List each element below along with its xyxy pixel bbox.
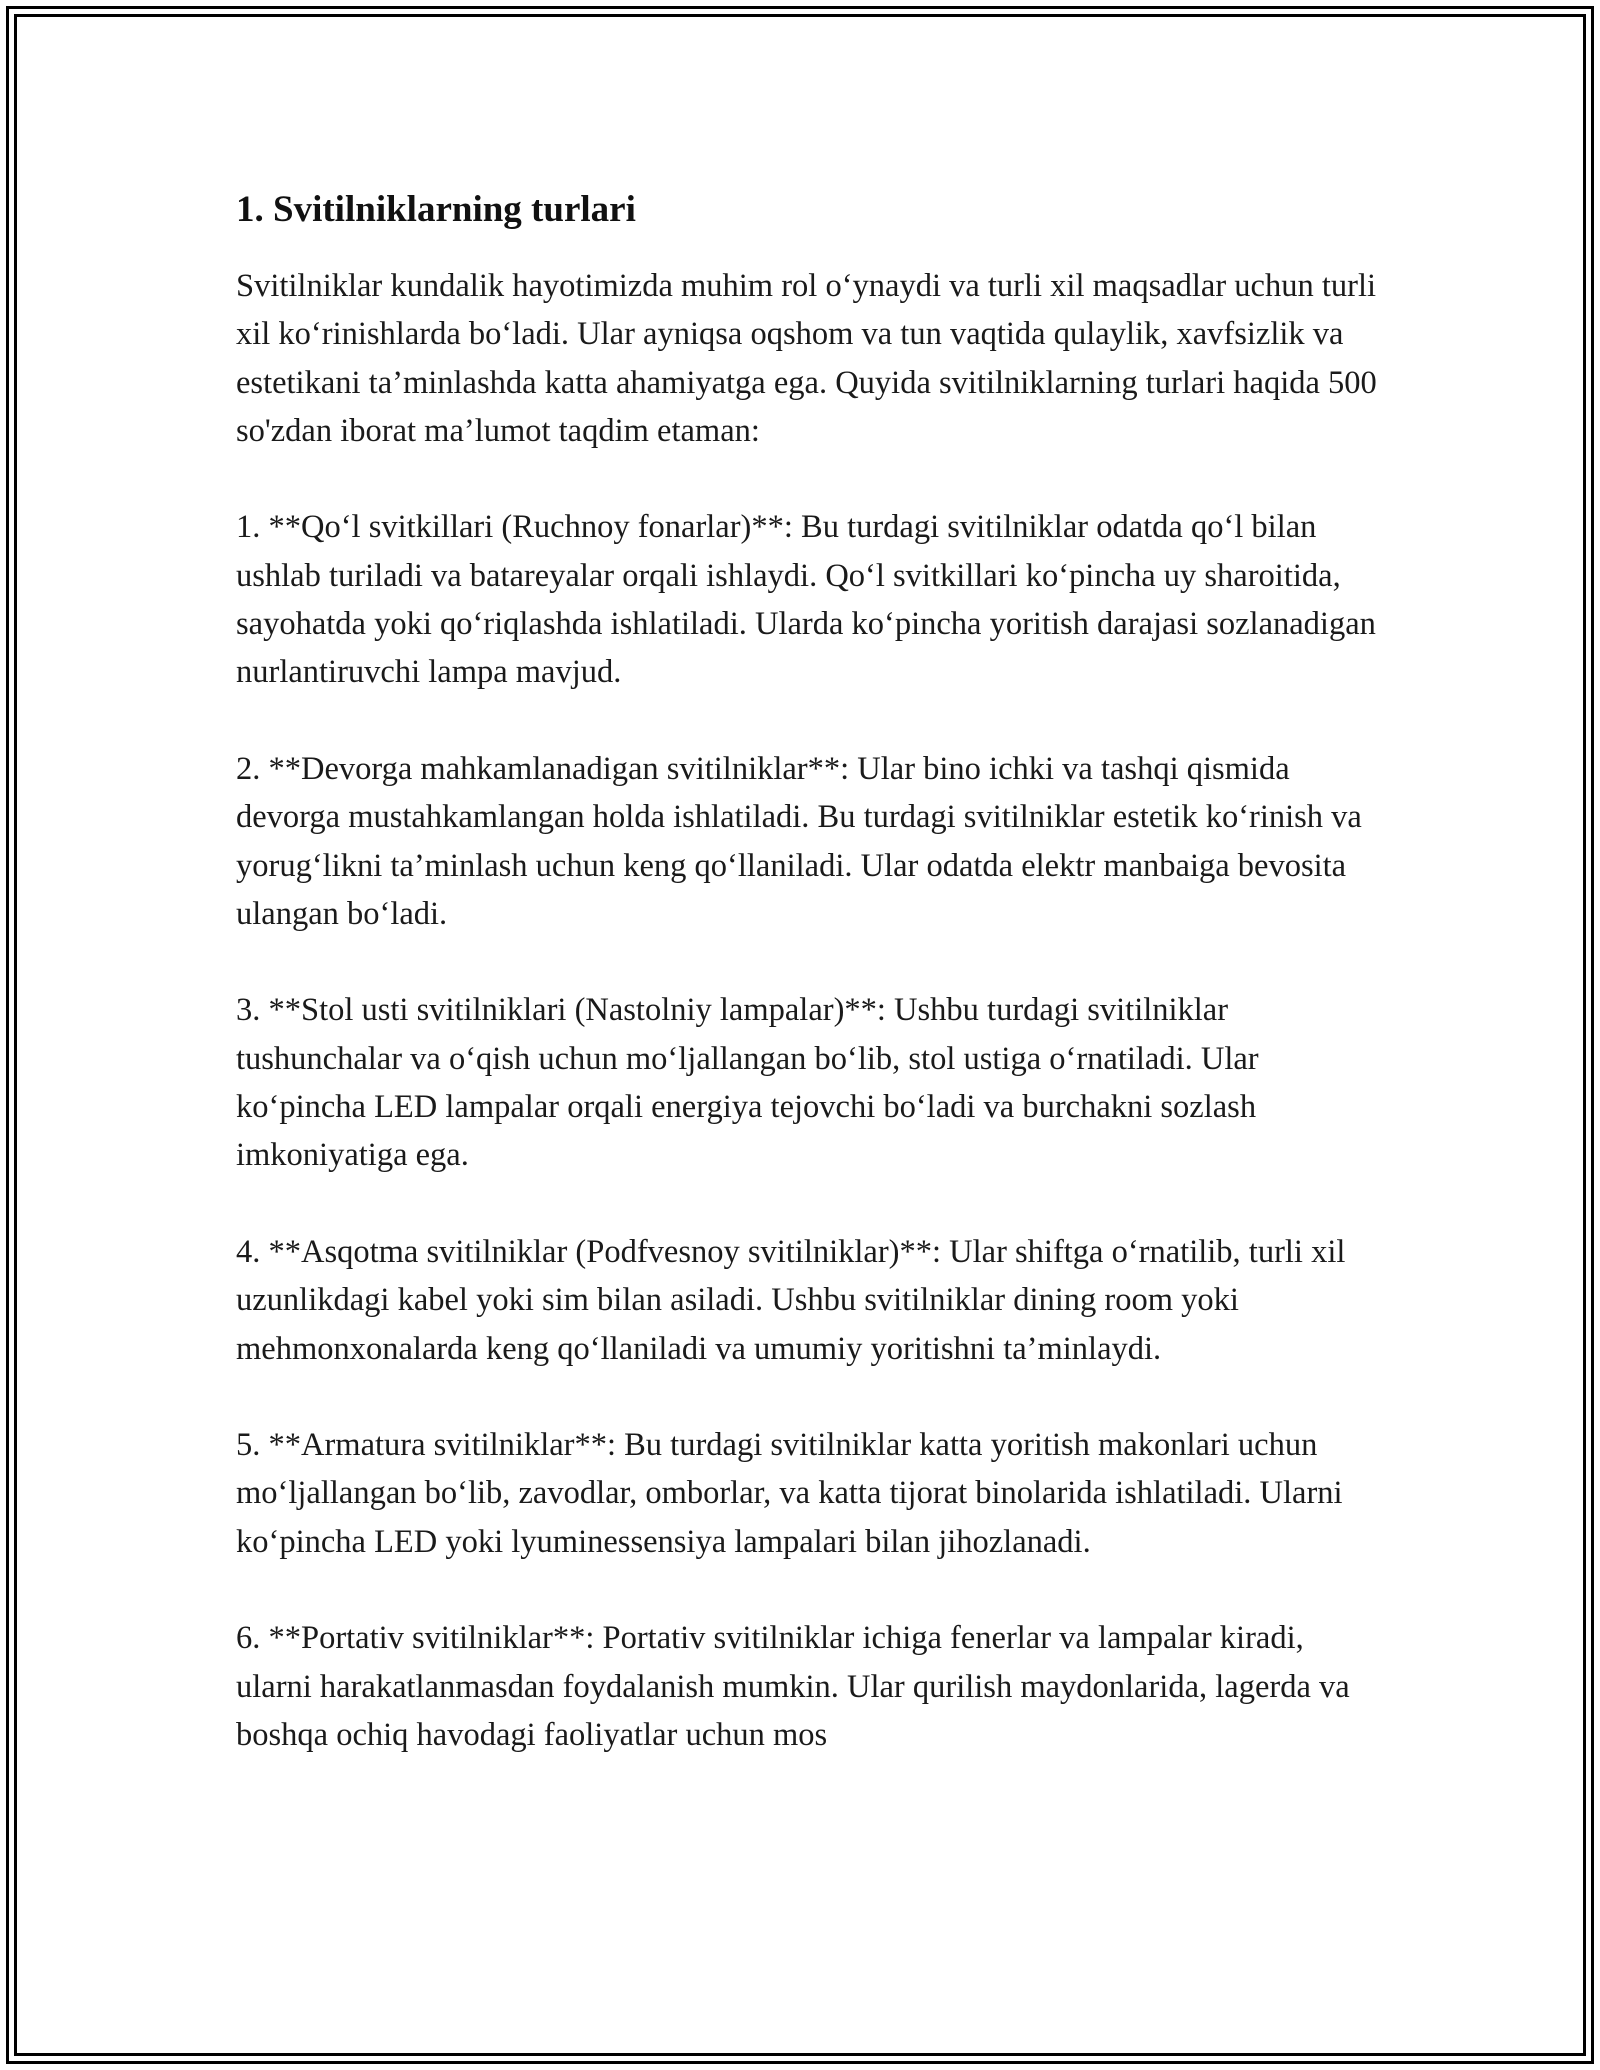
- list-item-3: 3. **Stol usti svitilniklari (Nastolniy lampalar)**: Ushbu turdagi svitilniklar tushunchalar va o‘qish uchun mo‘ljallangan bo‘lib, stol ustiga o‘rnatiladi. Ular ko‘pincha LED lampalar orqali energiya tejovchi bo‘ladi va burchakni sozlash imkoniyatiga ega.: [236, 992, 1259, 1174]
- document-body: [236, 186, 1386, 1808]
- page-title: 1. Svitilniklarning turlari: [236, 189, 636, 230]
- intro-paragraph: Svitilniklar kundalik hayotimizda muhim rol o‘ynaydi va turli xil maqsadlar uchun turli xil ko‘rinishlarda bo‘ladi. Ular ayniqsa oqshom va tun vaqtida qulaylik, xavfsizlik va estetikani ta’minlashda katta ahamiyatga ega. Quyida svitilniklarning turlari haqida 500 so'zdan iborat ma’lumot taqdim etaman:: [236, 268, 1377, 449]
- list-item-4: 4. **Asqotma svitilniklar (Podfvesnoy svitilniklar)**: Ular shiftga o‘rnatilib, turli xil uzunlikdagi kabel yoki sim bilan asiladi. Ushbu svitilniklar dining room yoki mehmonxonalarda keng qo‘llaniladi va umumiy yoritishni ta’minlaydi.: [236, 1233, 1346, 1367]
- list-item-2: 2. **Devorga mahkamlanadigan svitilniklar**: Ular bino ichki va tashqi qismida devorga mustahkamlangan holda ishlatiladi. Bu turdagi svitilniklar estetik ko‘rinish va yorug‘likni ta’minlash uchun keng qo‘llaniladi. Ular odatda elektr manbaiga bevosita ulangan bo‘ladi.: [236, 750, 1362, 932]
- list-item-5: 5. **Armatura svitilniklar**: Bu turdagi svitilniklar katta yoritish makonlari uchun mo‘ljallangan bo‘lib, zavodlar, omborlar, va katta tijorat binolarida ishlatiladi. Ularni ko‘pincha LED yoki lyuminessensiya lampalari bilan jihozlanadi.: [236, 1427, 1343, 1560]
- list-item-6: 6. **Portativ svitilniklar**: Portativ svitilniklar ichiga fenerlar va lampalar kiradi, ularni harakatlanmasdan foydalanish mumkin. Ular qurilish maydonlarida, lagerda va boshqa ochiq havodagi faoliyatlar uchun mos: [236, 1620, 1350, 1753]
- list-item-1: 1. **Qo‘l svitkillari (Ruchnoy fonarlar)**: Bu turdagi svitilniklar odatda qo‘l bilan ushlab turiladi va batareyalar orqali ishlaydi. Qo‘l svitkillari ko‘pincha uy sharoitida, sayohatda yoki qo‘riqlashda ishlatiladi. Ularda ko‘pincha yoritish darajasi sozlanadigan nurlantiruvchi lampa mavjud.: [236, 509, 1376, 691]
